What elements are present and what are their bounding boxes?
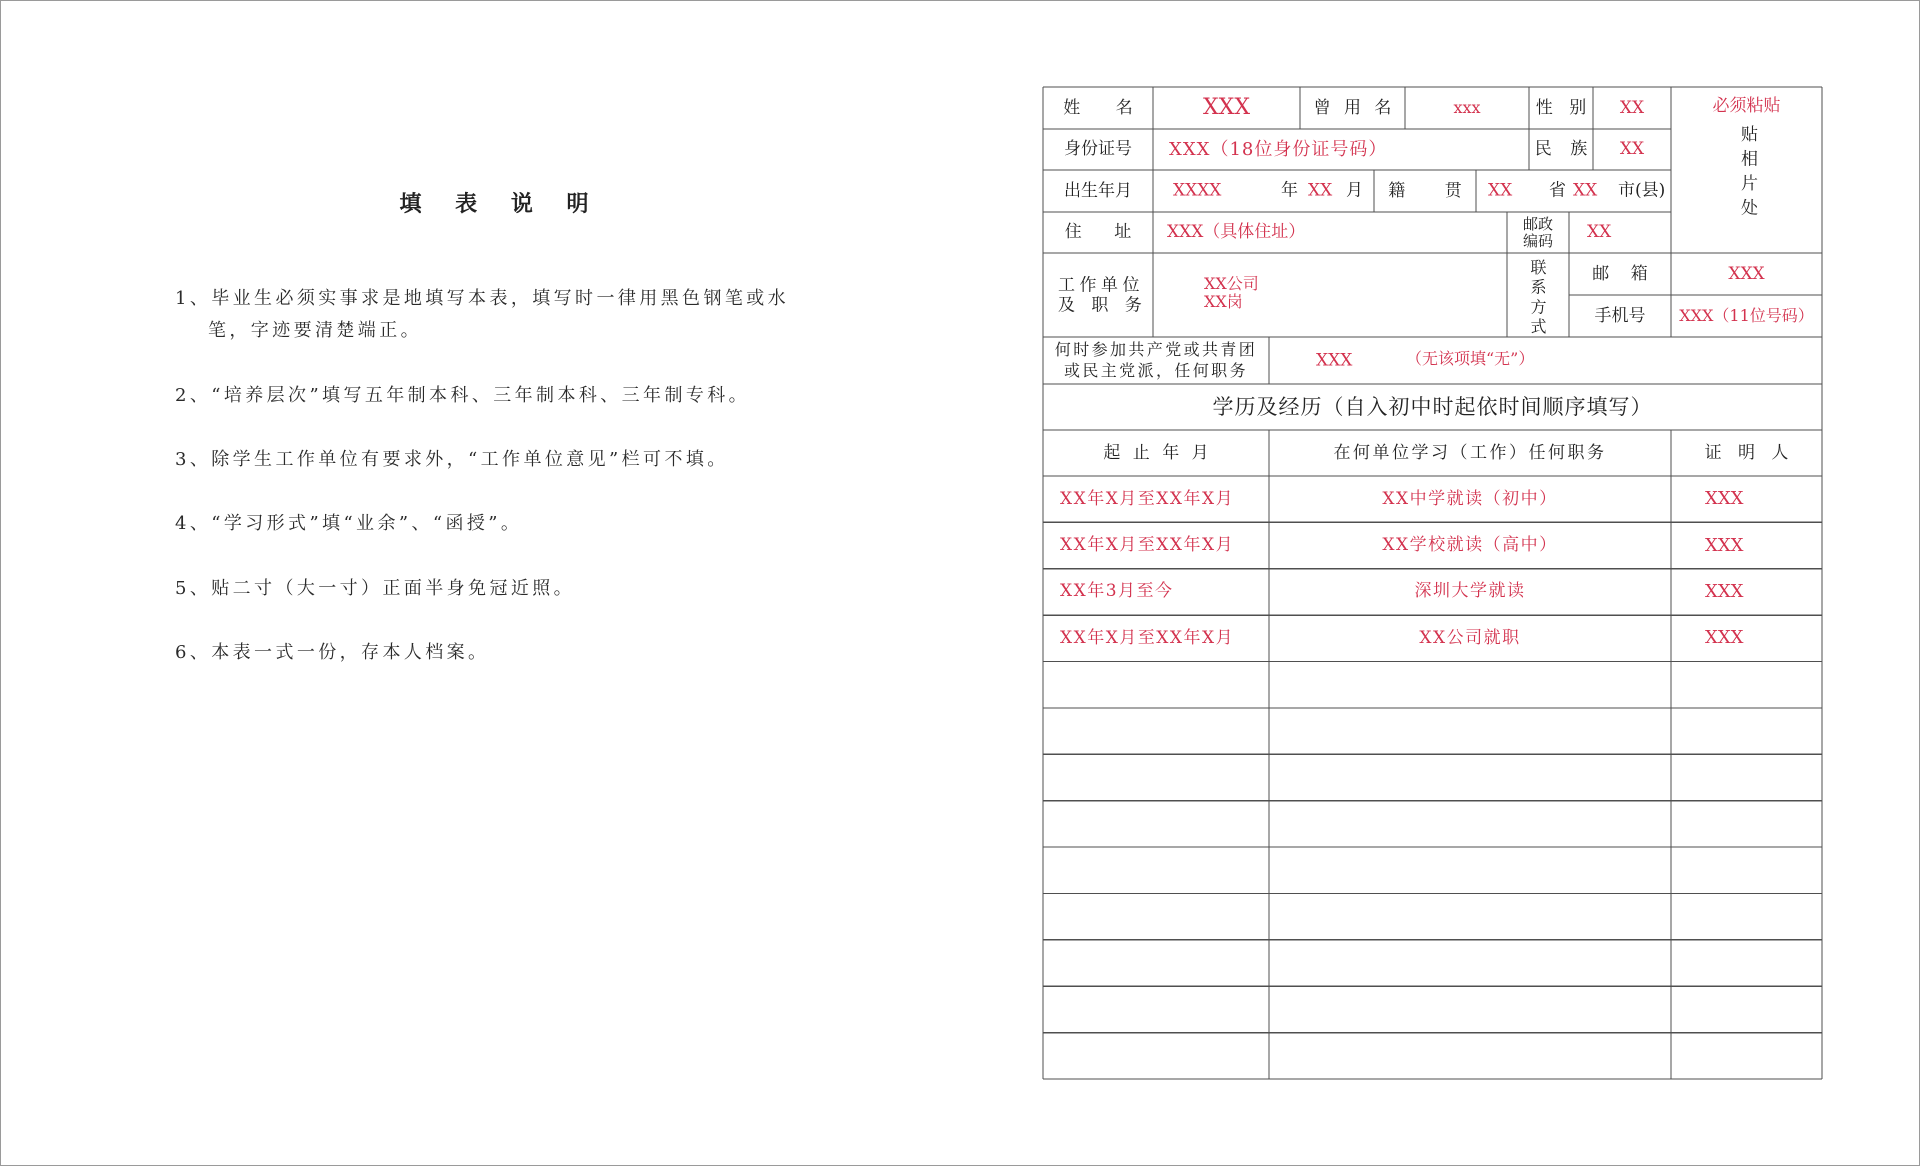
history-row	[1043, 569, 1822, 615]
work-unit-label-line-1: 工作单位	[1058, 275, 1144, 296]
instruction-item-4: 4、“学习形式”填“业余”、“函授”。	[175, 513, 523, 534]
native-place-label: 籍 贯	[1388, 180, 1462, 201]
history-period-cell	[1043, 1033, 1269, 1079]
instruction-item-6: 6、本表一式一份，存本人档案。	[175, 642, 490, 663]
postcode-label: 邮政编码	[1522, 215, 1553, 250]
history-witness-cell	[1671, 662, 1822, 708]
province-value: XX	[1488, 180, 1513, 201]
history-unit-cell	[1269, 708, 1671, 754]
history-col-witness-header: 证 明 人	[1704, 442, 1789, 463]
history-row	[1043, 1033, 1822, 1079]
history-row	[1043, 801, 1822, 847]
history-unit-cell	[1269, 801, 1671, 847]
history-row	[1043, 522, 1822, 568]
instruction-item-2: 2、“培养层次”填写五年制本科、三年制本科、三年制专科。	[175, 385, 751, 406]
history-unit-cell	[1269, 893, 1671, 939]
history-period-cell: XX年X月至XX年X月	[1060, 627, 1235, 648]
name-value: XXX	[1203, 95, 1250, 120]
history-period-cell	[1043, 893, 1269, 939]
mobile-value: XXX（11位号码）	[1679, 306, 1814, 325]
instruction-item-3: 3、除学生工作单位有要求外，“工作单位意见”栏可不填。	[175, 449, 729, 470]
history-witness-cell	[1671, 708, 1822, 754]
history-row	[1043, 708, 1822, 754]
photo-required-note: 必须粘贴	[1712, 96, 1781, 116]
history-unit-cell	[1269, 847, 1671, 893]
history-unit-cell	[1269, 940, 1671, 986]
history-period-cell: XX年X月至XX年X月	[1060, 488, 1235, 509]
history-witness-cell: XXX	[1705, 488, 1744, 510]
birth-month-value: XX	[1308, 180, 1333, 201]
history-row	[1043, 615, 1822, 661]
party-label-line-2: 或民主党派，任何职务	[1063, 361, 1248, 380]
address-value: XXX（具体住址）	[1167, 222, 1306, 242]
history-col-unit-header: 在何单位学习（工作）任何职务	[1333, 442, 1607, 463]
history-unit-cell	[1269, 1033, 1671, 1079]
history-col-period-header: 起 止 年 月	[1103, 442, 1209, 463]
former-name-label: 曾 用 名	[1313, 97, 1392, 118]
former-name-value: xxx	[1453, 98, 1481, 117]
work-company-value: XX公司	[1204, 274, 1259, 293]
postcode-label-cell	[1507, 212, 1569, 253]
instructions-title: 填 表 说 明	[399, 191, 589, 217]
history-section-title: 学历及经历（自入初中时起依时间顺序填写）	[1212, 394, 1653, 419]
party-label-line-1: 何时参加共产党或共青团	[1054, 340, 1258, 359]
history-row	[1043, 662, 1822, 708]
party-note: （无该项填“无”）	[1406, 349, 1535, 368]
city-value: XX	[1573, 180, 1598, 201]
email-label: 邮 箱	[1592, 263, 1648, 284]
work-unit-label-line-2: 及 职 务	[1058, 295, 1142, 316]
instruction-item-1-line-2: 笔，字迹要清楚端正。	[208, 320, 422, 341]
birth-year-unit: 年	[1281, 180, 1298, 201]
ethnicity-label: 民 族	[1534, 139, 1588, 159]
email-value: XXX	[1728, 263, 1765, 284]
history-unit-cell: 深圳大学就读	[1414, 581, 1526, 602]
ethnicity-value: XX	[1619, 139, 1645, 159]
photo-placeholder-label: 贴相片处	[1737, 125, 1757, 223]
gender-label: 性 别	[1535, 97, 1587, 118]
history-period-cell	[1043, 801, 1269, 847]
history-row	[1043, 754, 1822, 800]
history-period-cell	[1043, 662, 1269, 708]
name-label: 姓 名	[1063, 97, 1133, 118]
id-number-label: 身份证号	[1064, 139, 1132, 159]
instruction-item-1-line-1: 1、毕业生必须实事求是地填写本表，填写时一律用黑色钢笔或水	[175, 288, 790, 309]
history-witness-cell	[1671, 986, 1822, 1032]
history-witness-cell: XXX	[1705, 627, 1744, 649]
birth-year-value: XXXX	[1173, 180, 1222, 201]
province-unit: 省	[1549, 180, 1566, 201]
history-witness-cell	[1671, 754, 1822, 800]
history-period-cell	[1043, 847, 1269, 893]
history-row	[1043, 986, 1822, 1032]
history-witness-cell: XXX	[1705, 534, 1744, 556]
work-position-value: XX岗	[1204, 292, 1243, 311]
history-unit-cell	[1269, 662, 1671, 708]
history-unit-cell: XX中学就读（初中）	[1382, 488, 1558, 509]
history-unit-cell	[1269, 986, 1671, 1032]
mobile-label: 手机号	[1594, 305, 1646, 326]
city-unit: 市(县)	[1618, 180, 1666, 201]
instruction-item-5: 5、贴二寸（大一寸）正面半身免冠近照。	[175, 578, 576, 599]
history-period-cell	[1043, 754, 1269, 800]
birth-date-label: 出生年月	[1064, 180, 1132, 201]
history-row	[1043, 940, 1822, 986]
history-witness-cell	[1671, 801, 1822, 847]
history-witness-cell: XXX	[1705, 580, 1744, 602]
history-witness-cell	[1671, 847, 1822, 893]
history-row	[1043, 847, 1822, 893]
history-witness-cell	[1671, 940, 1822, 986]
history-witness-cell	[1671, 893, 1822, 939]
history-period-cell: XX年X月至XX年X月	[1060, 535, 1235, 556]
history-period-cell	[1043, 940, 1269, 986]
history-period-cell	[1043, 708, 1269, 754]
history-row	[1043, 476, 1822, 522]
history-unit-cell: XX公司就职	[1419, 627, 1521, 648]
history-unit-cell: XX学校就读（高中）	[1382, 535, 1558, 556]
photo-area	[1671, 87, 1822, 253]
history-unit-cell	[1269, 754, 1671, 800]
history-period-cell	[1043, 986, 1269, 1032]
history-period-cell: XX年3月至今	[1060, 581, 1174, 602]
history-row	[1043, 893, 1822, 939]
id-number-value: XXX（18位身份证号码）	[1169, 138, 1388, 160]
address-label: 住 址	[1064, 222, 1132, 242]
contact-label: 联系方式	[1528, 259, 1547, 338]
birth-month-unit: 月	[1346, 180, 1363, 201]
postcode-value: XX	[1587, 222, 1612, 242]
party-value: XXX	[1316, 350, 1353, 371]
history-witness-cell	[1671, 1033, 1822, 1079]
gender-value: XX	[1619, 97, 1645, 118]
